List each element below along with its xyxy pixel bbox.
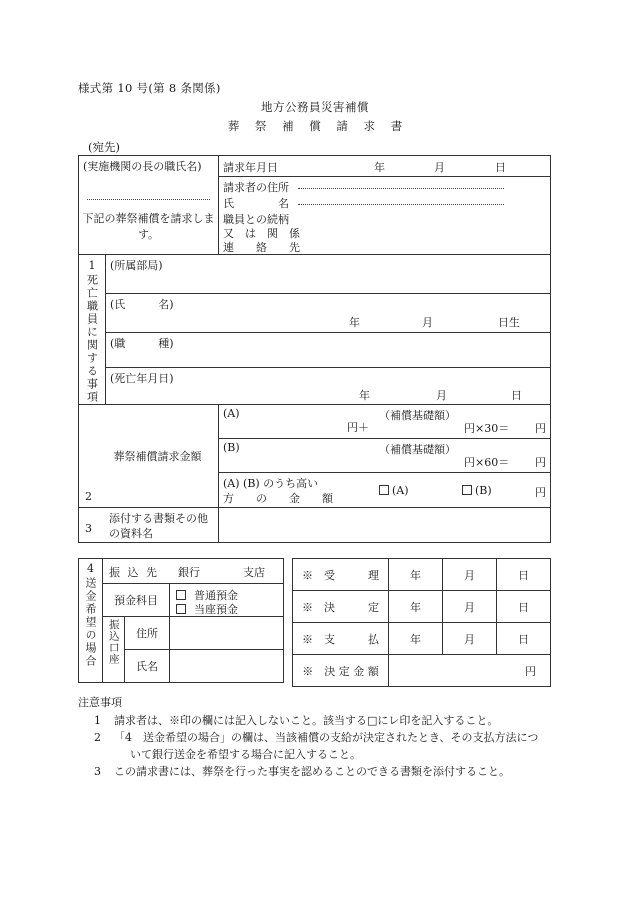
decision-label-cell [293,591,389,623]
payment-label: ※ 支 払 [302,632,379,646]
relation-label-line1: 職員との続柄 [223,213,289,226]
bank-transfer-to-row [79,559,284,584]
higher-label-line2: 方 の 金 額 [223,492,333,505]
account-address-label: 住所 [136,627,158,640]
decided-amount-label-cell [293,655,389,687]
row-a-base-label: （補償基礎額） [379,409,456,422]
decided-amount-value[interactable] [389,655,551,687]
notes-heading: 注意事項 [78,696,122,709]
receipt-year[interactable]: 年 [389,559,443,591]
note-2-text: 「4 送金希望の場合」の欄は、当該補償の支給が決定されたとき、その支払方法につ [114,731,539,745]
row-b-base-label: （補償基礎額） [379,443,456,456]
authority-signature-line[interactable] [87,198,210,200]
note-3-text: この請求書には、葬祭を行った事実を認めることのできる書類を添付すること。 [114,765,510,779]
death-date-cell[interactable] [106,368,551,405]
page-title: 葬 祭 補 償 請 求 書 [227,119,409,133]
current-deposit-option[interactable] [176,601,238,617]
authority-cell [79,156,219,255]
branch-label: 支店 [243,566,265,579]
section2-title-cell [79,405,219,508]
receipt-day[interactable]: 日 [497,559,551,591]
row-b-multiplier: 円×60＝ [464,456,510,469]
deceased-name-label: (氏 名) [110,298,174,311]
decision-label: ※ 決 定 [302,600,379,614]
bank-transfer-table [78,558,284,683]
note-2-continuation: いて銀行送金を希望する場合に記入すること。 [130,748,361,762]
note-1-text: 請求者は、※印の欄には記入しないこと。該当する□にレ印を記入すること。 [114,714,499,728]
choice-a-checkbox[interactable] [379,484,409,497]
current-deposit-checkbox[interactable] [176,604,186,614]
section3-title-line2: の資料名 [109,527,153,540]
official-use-table [292,558,551,687]
section3-number: 3 [85,522,92,535]
payment-year[interactable]: 年 [389,623,443,655]
ordinary-deposit-label: 普通預金 [194,589,238,602]
account-address-row [79,617,284,650]
account-name-label: 氏名 [136,660,158,673]
choice-b-checkbox[interactable] [462,484,492,497]
transfer-to-label: 振 込 先 [109,566,159,579]
main-form-table [78,155,551,543]
amount-row-a[interactable] [219,405,551,439]
birth-day[interactable]: 日生 [498,316,520,329]
note-item-1 [78,712,578,729]
choice-b-label: (B) [475,484,492,497]
account-address-label-cell [125,617,170,650]
choice-a-label: (A) [392,484,409,497]
account-type-row [79,584,284,617]
law-title: 地方公務員災害補償 [261,100,369,114]
applicant-header-row [79,156,551,177]
applicant-address-input[interactable] [298,179,504,189]
row-a-yen-plus: 円＋ [347,421,369,434]
death-year[interactable]: 年 [359,389,370,402]
applicant-details-cell [219,177,551,255]
note-item-2 [78,729,578,763]
death-month[interactable]: 月 [436,389,447,402]
payment-day[interactable]: 日 [497,623,551,655]
amount-row-higher[interactable] [219,473,551,508]
note-3-number: 3 [94,765,101,779]
row-a-yen: 円 [535,422,546,435]
notes-section [78,694,578,780]
section3-value-cell[interactable] [219,508,551,543]
department-cell[interactable] [106,255,551,294]
birth-year[interactable]: 年 [349,316,360,329]
section2-number: 2 [85,490,92,503]
section1-department-row [79,255,551,294]
section3-title-cell [79,508,219,543]
relation-label-line2: 又 は 関 係 [223,227,300,240]
note-item-3 [78,763,578,780]
deceased-name-cell[interactable] [106,294,551,333]
checkbox-a-box[interactable] [379,485,389,495]
account-name-label-cell [125,650,170,683]
note-1-number: 1 [94,714,101,728]
receipt-month[interactable]: 月 [443,559,497,591]
account-type-label: 預金科目 [114,594,158,607]
claim-date-day[interactable]: 日 [495,161,506,174]
ordinary-deposit-checkbox[interactable] [176,590,186,600]
decision-day[interactable]: 日 [497,591,551,623]
row-a-multiplier: 円×30＝ [464,422,510,435]
authority-label: (実施機関の長の職氏名) [83,160,202,173]
row-b-yen: 円 [535,456,546,469]
department-label: (所属部局) [110,259,163,272]
official-row-receipt [293,559,551,591]
decided-amount-label: ※ 決 定 金 額 [302,664,379,678]
claim-date-year[interactable]: 年 [374,161,385,174]
transfer-to-cell[interactable] [103,559,284,584]
official-row-payment [293,623,551,655]
amount-row-b[interactable] [219,439,551,473]
account-type-options-cell[interactable] [170,584,284,617]
section1-occupation-row [79,333,551,368]
higher-label-line1: (A) (B) のうち高い [223,477,319,490]
official-row-amount [293,655,551,687]
receipt-label-cell [293,559,389,591]
death-date-label: (死亡年月日) [110,372,174,385]
checkbox-b-box[interactable] [462,485,472,495]
section3-title-line1: 添付する書類その他 [109,512,208,525]
section2-row-a [79,405,551,439]
applicant-address-label: 請求者の住所 [223,181,289,194]
section1-vertical-label: 1死亡職員に関する事項 [79,255,106,405]
decision-month[interactable]: 月 [443,591,497,623]
payment-month[interactable]: 月 [443,623,497,655]
addressee-label: (宛先) [88,140,120,154]
request-statement: 下記の葬祭補償を請求します。 [82,212,215,241]
occupation-label: (職 種) [110,337,174,350]
claim-date-label: 請求年月日 [223,161,278,174]
claim-date-month[interactable]: 月 [434,161,445,174]
section2-title: 葬祭補償請求金額 [113,450,202,463]
row-b-tag: (B) [223,441,240,454]
payment-label-cell [293,623,389,655]
birth-month[interactable]: 月 [422,316,433,329]
official-row-decision [293,591,551,623]
death-day[interactable]: 日 [511,389,522,402]
section1-death-date-row [79,368,551,405]
claim-date-cell [219,156,551,177]
current-deposit-label: 当座預金 [194,603,238,616]
note-2-number: 2 [94,731,101,745]
decided-amount-yen: 円 [525,664,536,678]
account-address-value[interactable] [170,617,284,650]
bank-vertical-label: 4送金希望の場合 [79,559,103,683]
occupation-cell[interactable] [106,333,551,368]
higher-yen: 円 [535,486,546,499]
applicant-name-input[interactable] [298,195,504,205]
contact-label: 連 絡 先 [223,241,300,254]
section1-name-row [79,294,551,333]
receipt-label: ※ 受 理 [302,568,379,582]
account-name-value[interactable] [170,650,284,683]
section3-row [79,508,551,543]
account-vertical-label: 振込口座 [103,617,125,683]
bank-label: 銀行 [178,566,200,579]
applicant-name-label: 氏 名 [223,197,289,210]
account-type-label-cell [103,584,170,617]
decision-year[interactable]: 年 [389,591,443,623]
row-a-tag: (A) [223,407,240,420]
form-number: 様式第 10 号(第 8 条関係) [78,81,221,95]
